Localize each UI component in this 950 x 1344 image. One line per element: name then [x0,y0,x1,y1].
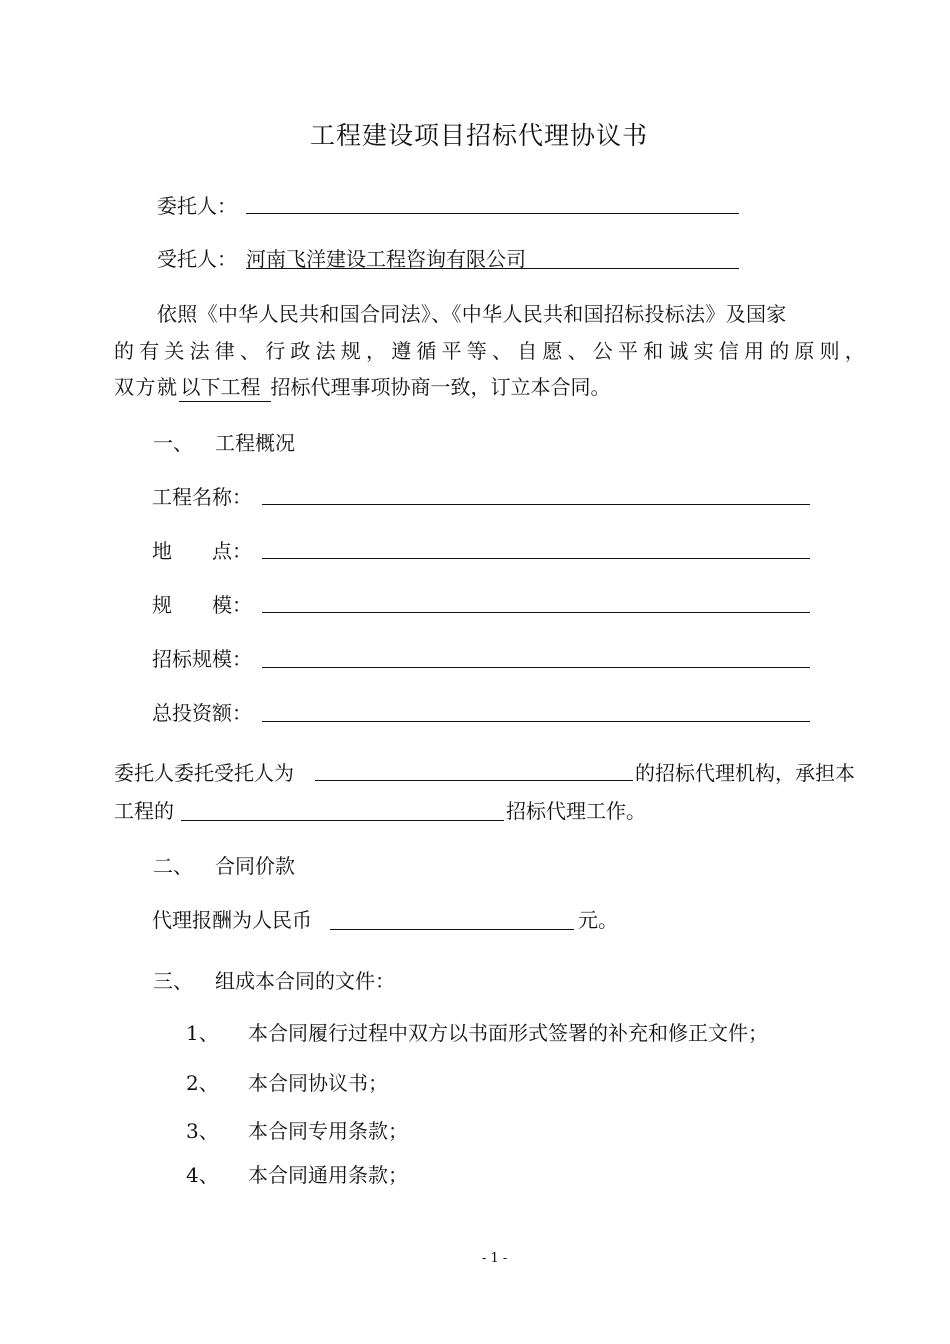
field-label-location: 地 点： [152,539,252,563]
delegation-text-b: 的招标代理机构，承担本 [635,761,855,785]
location-field-line[interactable] [262,558,810,559]
section-3-heading: 组成本合同的文件： [215,969,395,993]
intro-line-3-end: 招标代理事项协商一致，订立本合同。 [270,375,611,399]
fee-amount-field-line[interactable] [330,929,574,930]
document-item-2-text: 本合同协议书； [248,1071,388,1095]
intro-line-3-start: 双方就 [114,375,179,399]
client-field-line[interactable] [246,213,739,214]
delegation-text-a: 委托人委托受托人为 [114,761,294,785]
document-title: 工程建设项目招标代理协议书 [310,121,649,150]
page-number: - 1 - [482,1251,508,1266]
agency-role-field-line[interactable] [315,780,633,781]
field-label-bid-scale: 招标规模： [152,647,252,671]
document-item-3-number: 3、 [186,1119,219,1143]
section-3-number: 三、 [153,969,193,993]
intro-line-1: 依照《中华人民共和国合同法》、《中华人民共和国招标投标法》及国家 [157,302,787,326]
delegation-text-c: 工程的 [114,799,174,823]
bid-scale-field-line[interactable] [262,667,810,668]
field-label-scale: 规 模： [152,593,252,617]
intro-line-2: 的有关法律、行政法规，遵循平等、自愿、公平和诚实信用的原则， [114,339,870,363]
section-2-number: 二、 [153,854,193,878]
section-1-heading: 工程概况 [215,431,295,455]
work-scope-field-line[interactable] [181,820,504,821]
section-2-heading: 合同价款 [215,854,295,878]
section-1-number: 一、 [153,431,193,455]
project-scope-underlined: 以下工程 [179,375,271,402]
scale-field-line[interactable] [262,612,810,613]
document-item-1-number: 1、 [186,1021,219,1045]
fee-text-a: 代理报酬为人民币 [152,908,312,932]
intro-line-3 [114,371,611,400]
total-investment-field-line[interactable] [262,721,810,722]
document-item-4-text: 本合同通用条款； [248,1163,408,1187]
delegation-text-d: 招标代理工作。 [506,799,646,823]
agent-label: 受托人： [157,247,237,271]
field-label-total-investment: 总投资额： [152,701,252,725]
document-item-3-text: 本合同专用条款； [248,1119,408,1143]
agent-field-line[interactable] [246,268,739,269]
document-item-1-text: 本合同履行过程中双方以书面形式签署的补充和修正文件； [248,1021,768,1045]
client-label: 委托人： [157,194,237,218]
project-name-field-line[interactable] [262,504,810,505]
document-item-2-number: 2、 [186,1071,219,1095]
document-item-4-number: 4、 [186,1163,219,1187]
agent-value: 河南飞洋建设工程咨询有限公司 [246,247,526,271]
fee-text-b: 元。 [578,908,618,932]
field-label-project-name: 工程名称： [152,485,252,509]
